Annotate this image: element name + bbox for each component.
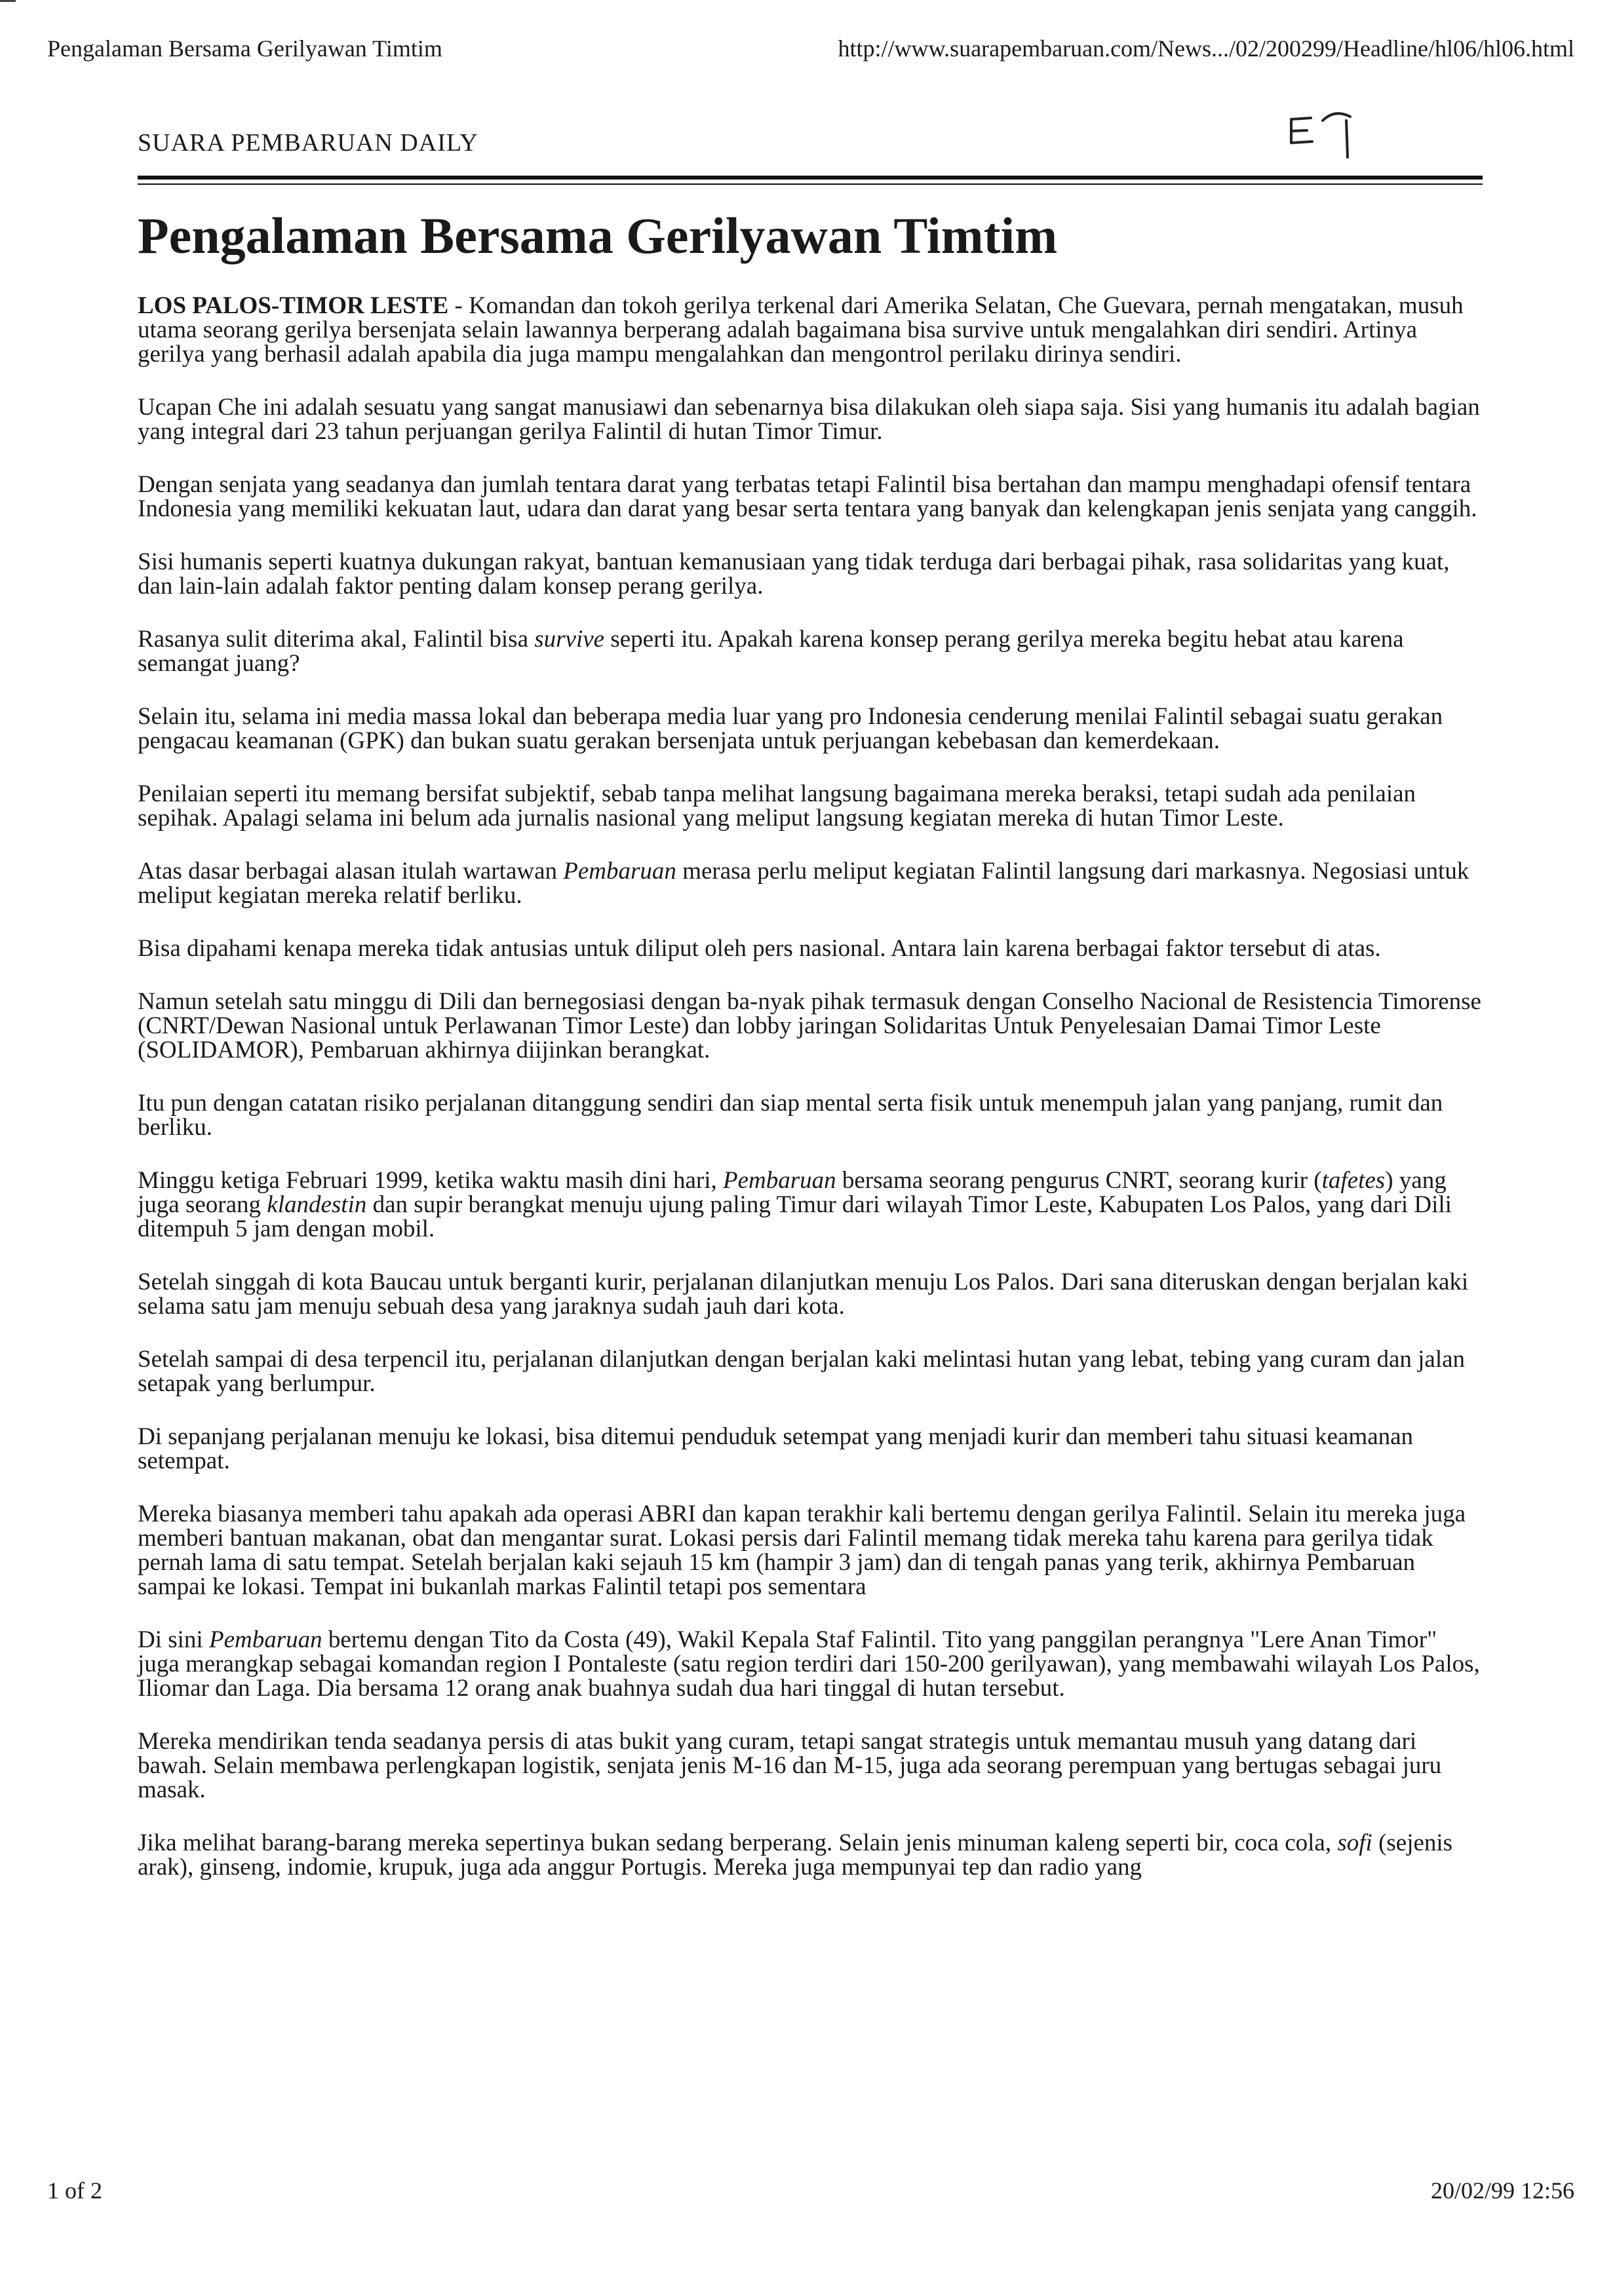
paragraph-19-text-c: (sejenis arak), ginseng, indomie, krupuk, juga ada anggur Portugis. Mereka juga mempunyai tep dan radio yang [138, 1829, 1453, 1881]
page-number: 1 of 2 [47, 2177, 102, 2204]
paragraph-12-italic-b: Pembaruan [722, 1167, 836, 1194]
paragraph-12 [138, 1168, 1483, 1241]
paragraph-16: Mereka biasanya memberi tahu apakah ada operasi ABRI dan kapan terakhir kali bertemu dengan gerilya Falintil. Selain itu mereka juga memberi bantuan makanan, obat dan mengantar surat. Lokasi persis dari Falintil memang tidak mereka tahu karena para gerilya tidak pernah lama di satu tempat. Setelah berjalan kaki sejauh 15 km (hampir 3 jam) dan di tengah panas yang terik, akhirnya Pembaruan sampai ke lokasi. Tempat ini bukanlah markas Falintil tetapi pos sementara [138, 1501, 1466, 1600]
paragraph-5-text-c: seperti itu. Apakah karena konsep perang gerilya mereka begitu hebat atau karena semangat juang? [138, 626, 1404, 677]
paragraph-8 [138, 859, 1483, 908]
paragraph-5 [138, 627, 1483, 676]
paragraph-12-text-a: Minggu ketiga Februari 1999, ketika waktu masih dini hari, [138, 1167, 723, 1194]
print-header-url: http://www.suarapembaruan.com/News.../02/200299/Headline/hl06/hl06.html [838, 35, 1574, 62]
paragraph-17-text-c: bertemu dengan Tito da Costa (49), Wakil Kepala Staf Falintil. Tito yang panggilan perangnya "Lere Anan Timor" juga merangkap sebagai komandan region I Pontaleste (satu region terdiri dari 150-200 gerilyawan), yang membawahi wilayah Los Palos, Iliomar dan Laga. Dia bersama 12 orang anak buahnya sudah dua hari tinggal di hutan tersebut. [138, 1626, 1480, 1702]
paragraph-12-italic-d: tafetes [1321, 1167, 1386, 1194]
handwritten-mark [1282, 105, 1380, 164]
paragraph-6: Selain itu, selama ini media massa lokal dan beberapa media luar yang pro Indonesia cenderung menilai Falintil sebagai suatu gerakan pengacau keamanan (GPK) dan bukan suatu gerakan bersenjata untuk perjuangan kebebasan dan kemerdekaan. [138, 703, 1443, 754]
dateline: LOS PALOS-TIMOR LESTE [138, 292, 449, 319]
paragraph-4: Sisi humanis seperti kuatnya dukungan rakyat, bantuan kemanusiaan yang tidak terduga dari berbagai pihak, rasa solidaritas yang kuat, dan lain-lain adalah faktor penting dalam konsep perang gerilya. [138, 548, 1450, 600]
masthead-rule-thin [138, 183, 1483, 185]
print-header-title: Pengalaman Bersama Gerilyawan Timtim [47, 35, 442, 62]
paragraph-19-text-a: Jika melihat barang-barang mereka sepertinya bukan sedang berperang. Selain jenis minuman kaleng seperti bir, coca cola, [138, 1829, 1338, 1856]
paragraph-19 [138, 1831, 1483, 1879]
paragraph-7: Penilaian seperti itu memang bersifat subjektif, sebab tanpa melihat langsung bagaimana mereka beraksi, tetapi sudah ada penilaian sepihak. Apalagi selama ini belum ada jurnalis nasional yang meliput langsung kegiatan mereka di hutan Timor Leste. [138, 780, 1416, 832]
paragraph-15: Di sepanjang perjalanan menuju ke lokasi, bisa ditemui penduduk setempat yang menjadi kurir dan memberi tahu situasi keamanan setempat. [138, 1423, 1414, 1474]
paragraph-8-italic: Pembaruan [563, 858, 676, 885]
paragraph-17 [138, 1628, 1483, 1700]
print-datetime: 20/02/99 12:56 [1430, 2177, 1574, 2204]
paragraph-1 [138, 294, 1483, 366]
paragraph-17-text-a: Di sini [138, 1626, 209, 1653]
paragraph-18: Mereka mendirikan tenda seadanya persis di atas bukit yang curam, tetapi sangat strategis untuk memantau musuh yang datang dari bawah. Selain membawa perlengkapan logistik, senjata jenis M-16 dan M-15, juga ada seorang perempuan yang bertugas sebagai juru masak. [138, 1728, 1442, 1803]
paragraph-8-text-a: Atas dasar berbagai alasan itulah wartawan [138, 858, 564, 885]
paragraph-19-italic: sofi [1337, 1829, 1372, 1856]
paragraph-12-text-g: dan supir berangkat menuju ujung paling Timur dari wilayah Timor Leste, Kabupaten Los Palos, yang dari Dili ditempuh 5 jam dengan mobil. [138, 1191, 1452, 1242]
paragraph-12-text-c: bersama seorang pengurus CNRT, seorang kurir ( [836, 1167, 1322, 1194]
paragraph-11: Itu pun dengan catatan risiko perjalanan ditanggung sendiri dan siap mental serta fisik untuk menempuh jalan yang panjang, rumit dan berliku. [138, 1090, 1443, 1141]
paragraph-5-text-a: Rasanya sulit diterima akal, Falintil bisa [138, 626, 535, 653]
paragraph-3: Dengan senjata yang seadanya dan jumlah tentara darat yang terbatas tetapi Falintil bisa bertahan dan mampu menghadapi ofensif tentara Indonesia yang memiliki kekuatan laut, udara dan darat yang besar serta tentara yang banyak dan kelengkapan jenis senjata yang canggih. [138, 471, 1477, 522]
headline: Pengalaman Bersama Gerilyawan Timtim [138, 207, 1058, 264]
paragraph-8-text-c: merasa perlu meliput kegiatan Falintil langsung dari markasnya. Negosiasi untuk meliput kegiatan mereka relatif berliku. [138, 858, 1469, 909]
paragraph-10: Namun setelah satu minggu di Dili dan bernegosiasi dengan ba-nyak pihak termasuk dengan Conselho Nacional de Resistencia Timorense (CNRT/Dewan Nasional untuk Perlawanan Timor Leste) dan lobby jaringan Solidaritas Untuk Penyelesaian Damai Timor Leste (SOLIDAMOR), Pembaruan akhirnya diijinkan berangkat. [138, 988, 1481, 1063]
print-header [0, 33, 1615, 72]
paragraph-9: Bisa dipahami kenapa mereka tidak antusias untuk diliput oleh pers nasional. Antara lain karena berbagai faktor tersebut di atas. [138, 935, 1381, 962]
scan-artifact [0, 0, 16, 2]
masthead-rule-thick [138, 176, 1483, 180]
paragraph-5-italic: survive [534, 626, 605, 653]
masthead: SUARA PEMBARUAN DAILY [138, 129, 478, 157]
paragraph-17-italic: Pembaruan [208, 1626, 322, 1653]
paragraph-1-text: - Komandan dan tokoh gerilya terkenal dari Amerika Selatan, Che Guevara, pernah mengatakan, musuh utama seorang gerilya bersenjata selain lawannya berperang adalah bagaimana bisa survive untuk mengalahkan diri sendiri. Artinya gerilya yang berhasil adalah apabila dia juga mampu mengalahkan dan mengontrol perilaku dirinya sendiri. [138, 292, 1464, 368]
paragraph-13: Setelah singgah di kota Baucau untuk berganti kurir, perjalanan dilanjutkan menuju Los Palos. Dari sana diteruskan dengan berjalan kaki selama satu jam menuju sebuah desa yang jaraknya sudah jauh dari kota. [138, 1269, 1469, 1320]
paragraph-12-text-e: ) yang juga seorang [138, 1167, 1447, 1218]
paragraph-14: Setelah sampai di desa terpencil itu, perjalanan dilanjutkan dengan berjalan kaki melintasi hutan yang lebat, tebing yang curam dan jalan setapak yang berlumpur. [138, 1346, 1466, 1397]
paragraph-12-italic-f: klandestin [267, 1191, 367, 1218]
paragraph-2: Ucapan Che ini adalah sesuatu yang sangat manusiawi dan sebenarnya bisa dilakukan oleh siapa saja. Sisi yang humanis itu adalah bagian yang integral dari 23 tahun perjuangan gerilya Falintil di hutan Timor Timur. [138, 394, 1480, 445]
article-body [138, 294, 1483, 1908]
